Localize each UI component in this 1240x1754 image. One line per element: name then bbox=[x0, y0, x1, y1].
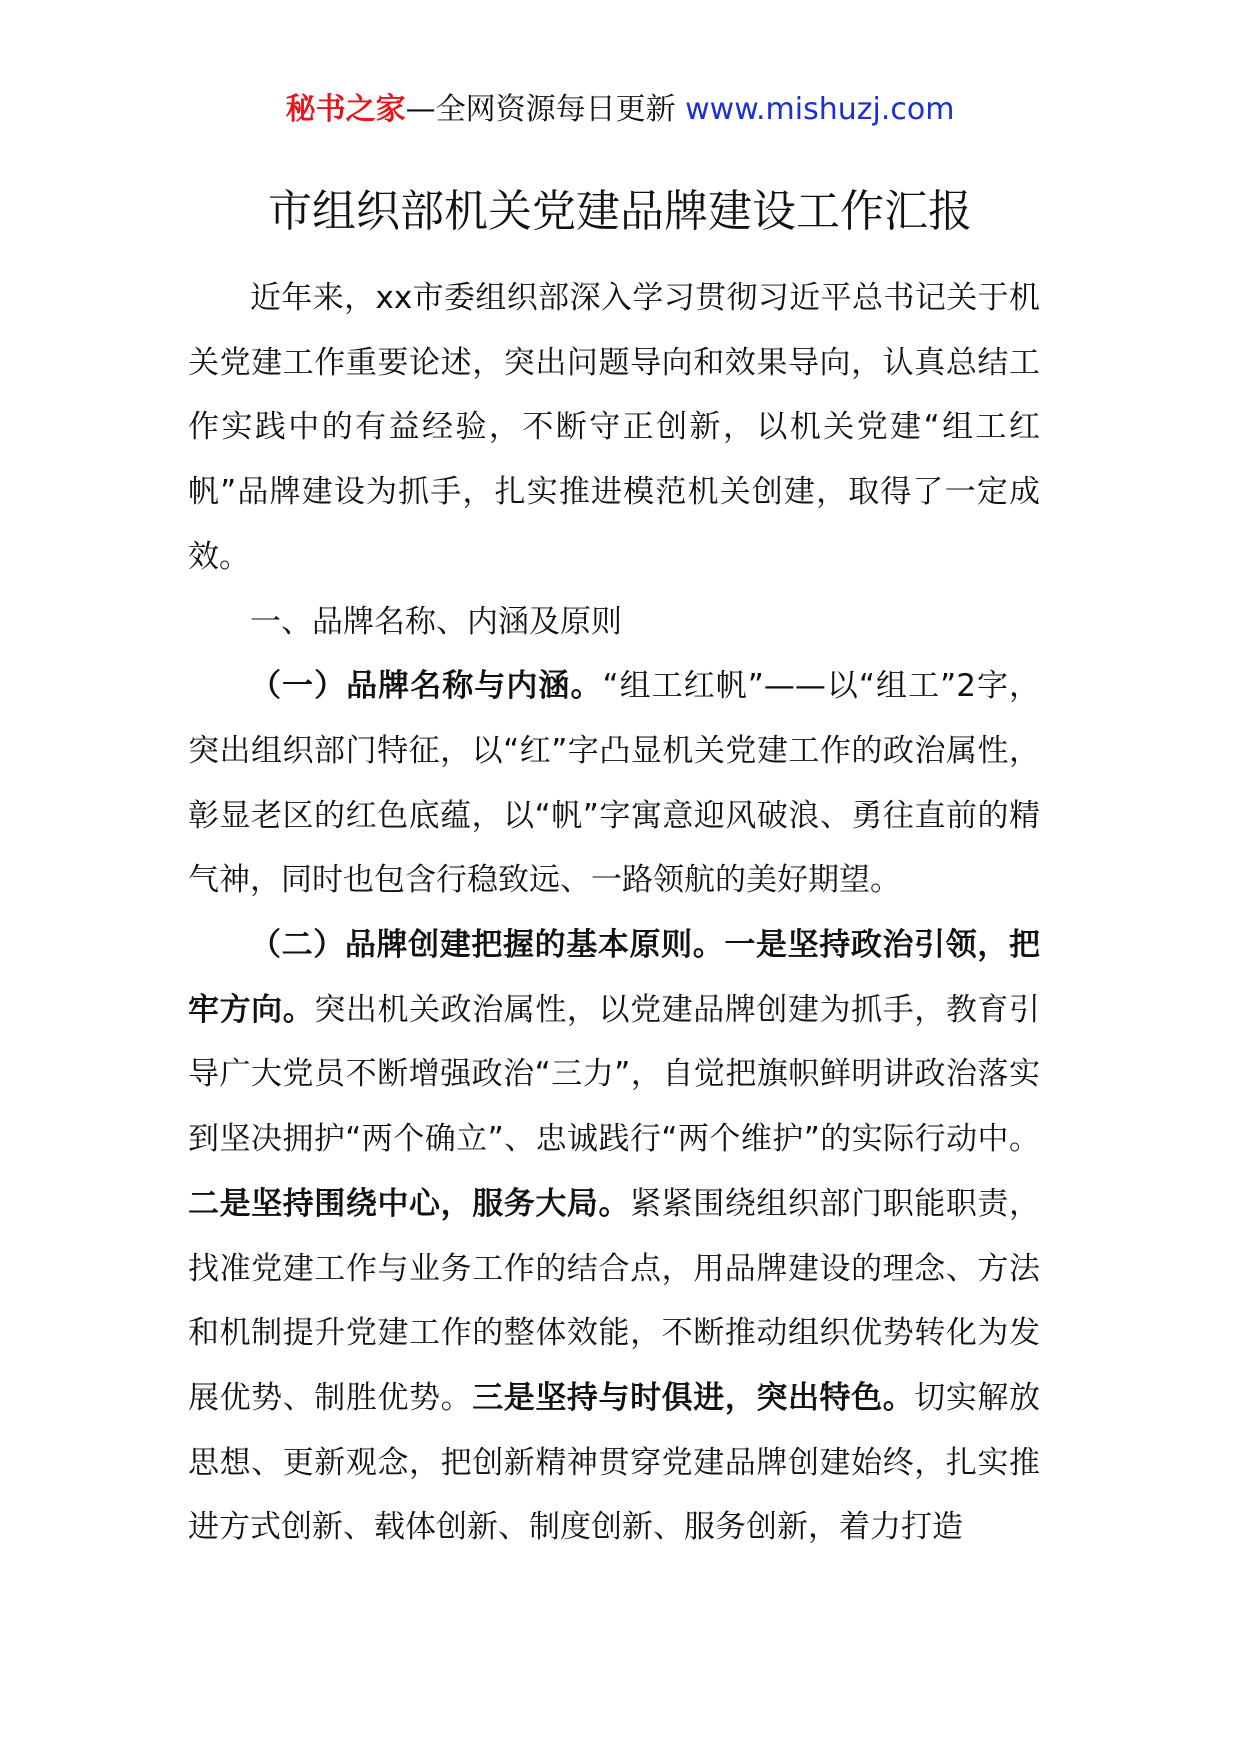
principles-lead: （二）品牌创建把握的基本原则。一是坚持政治引领，把牢方向。 bbox=[188, 927, 1040, 1028]
intro-paragraph: 近年来，xx市委组织部深入学习贯彻习近平总书记关于机关党建工作重要论述，突出问题导向和效果导向，认真总结工作实践中的有益经验，不断守正创新，以机关党建“组工红帆”品牌建设为抓手，扎实推进模范机关创建，取得了一定成效。 bbox=[188, 280, 1040, 575]
principle-three-lead: 三是坚持与时俱进，突出特色。 bbox=[472, 1379, 915, 1416]
site-slogan: —全网资源每日更新 bbox=[405, 92, 676, 127]
site-url-link[interactable]: www.mishuzj.com bbox=[685, 92, 955, 127]
brand-meaning-text: “组工红帆”——以“组工”2字，突出组织部门特征，以“红”字凸显机关党建工作的政治属性，彰显老区的红色底蕴，以“帆”字寓意迎风破浪、勇往直前的精气神，同时也包含行稳致远、一路领航的美好期望。 bbox=[188, 668, 1041, 899]
principle-two-text: 紧紧围绕组织部门职能职责，找准党建工作与业务工作的结合点，用品牌建设的理念、方法和机制提升党建工作的整体效能，不断推动组织优势转化为发展优势、制胜优势。 bbox=[188, 1185, 1040, 1416]
principles-paragraph bbox=[188, 913, 1040, 1560]
site-header bbox=[0, 88, 1240, 132]
principle-one-text: 突出机关政治属性，以党建品牌创建为抓手，教育引导广大党员不断增强政治“三力”，自觉把旗帜鲜明讲政治落实到坚决拥护“两个确立”、忠诚践行“两个维护”的实际行动中。 bbox=[188, 991, 1041, 1158]
document-title: 市组织部机关党建品牌建设工作汇报 bbox=[268, 186, 972, 237]
document-body bbox=[188, 266, 1040, 1560]
site-brand: 秘书之家 bbox=[285, 92, 406, 127]
principle-two-lead: 二是坚持围绕中心，服务大局。 bbox=[188, 1185, 631, 1222]
brand-meaning-paragraph bbox=[188, 654, 1040, 913]
principle-three-text: 切实解放思想、更新观念，把创新精神贯穿党建品牌创建始终，扎实推进方式创新、载体创新、制度创新、服务创新，着力打造 bbox=[188, 1379, 1041, 1546]
section-heading: 一、品牌名称、内涵及原则 bbox=[250, 603, 622, 640]
brand-meaning-lead: （一）品牌名称与内涵。 bbox=[250, 668, 603, 705]
